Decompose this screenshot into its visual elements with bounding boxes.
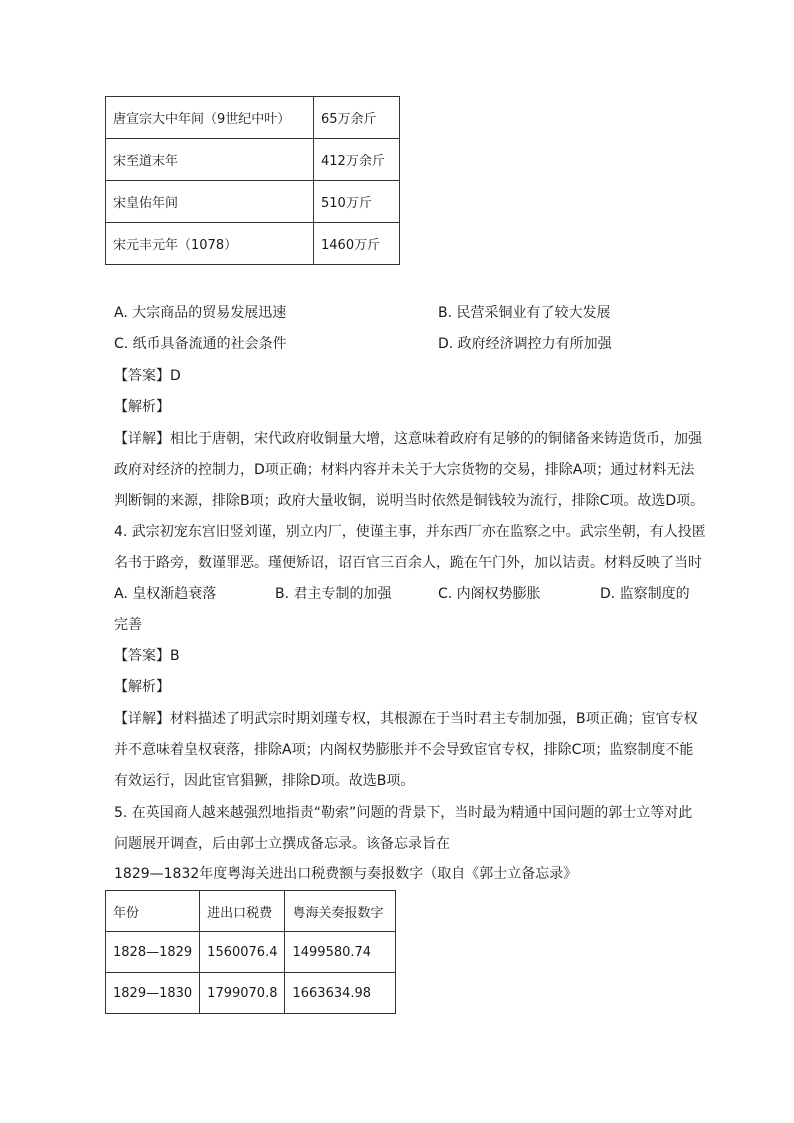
table-cell: 510万斤 (314, 181, 400, 223)
table-cell: 宋元丰元年（1078） (106, 223, 314, 265)
table-row (106, 97, 400, 139)
q3-option-a: A. 大宗商品的贸易发展迅速 (114, 305, 287, 321)
q4-option-d: D. 监察制度的 (600, 586, 690, 602)
q3-detail-line: 判断铜的来源，排除B项；政府大量收铜，说明当时依然是铜钱较为流行，排除C项。故选D项。 (114, 493, 705, 509)
q4-stem-line: 4. 武宗初宠东宫旧竖刘谨，别立内厂，使谨主事，并东西厂亦在监察之中。武宗坐朝，有人投匿 (114, 524, 706, 540)
q3-detail-line: 【详解】相比于唐朝，宋代政府收铜量大增，这意味着政府有足够的的铜储备来铸造货币，加强 (114, 431, 702, 447)
q3-option-c: C. 纸币具备流通的社会条件 (114, 336, 287, 352)
table-cell: 1799070.8 (200, 973, 285, 1014)
q4-answer: 【答案】B (114, 648, 180, 664)
q4-option-b: B. 君主专制的加强 (275, 586, 392, 602)
table-header-row (106, 891, 396, 932)
customs-table (105, 890, 396, 1014)
table-cell: 1663634.98 (285, 973, 396, 1014)
q4-detail-line: 有效运行，因此宦官猖獗，排除D项。故选B项。 (114, 773, 415, 789)
q4-option-a: A. 皇权渐趋衰落 (114, 586, 217, 602)
table-row (106, 932, 396, 973)
table-header-cell: 年份 (106, 891, 200, 932)
q4-stem-line: 名书于路旁，数谨罪恶。瑾便矫诏，诏百官三百余人，跪在午门外，加以诘责。材料反映了当时 (114, 555, 702, 571)
table-cell: 65万余斤 (314, 97, 400, 139)
table-cell: 1829—1830 (106, 973, 200, 1014)
table-row (106, 181, 400, 223)
q4-option-d-wrap: 完善 (114, 617, 142, 633)
q3-option-b: B. 民营采铜业有了较大发展 (438, 305, 611, 321)
table-cell: 宋至道末年 (106, 139, 314, 181)
table-cell: 1499580.74 (285, 932, 396, 973)
q4-option-c: C. 内阁权势膨胀 (438, 586, 541, 602)
table-row (106, 973, 396, 1014)
table-cell: 1828—1829 (106, 932, 200, 973)
q5-stem-line: 5. 在英国商人越来越强烈地指责“勒索”问题的背景下，当时最为精通中国问题的郭士立等对此 (114, 805, 693, 821)
table-row (106, 139, 400, 181)
q3-answer: 【答案】D (114, 368, 181, 384)
table-cell: 1560076.4 (200, 932, 285, 973)
table-header-cell: 进出口税费 (200, 891, 285, 932)
q3-analysis-label: 【解析】 (114, 399, 170, 415)
q4-detail-line: 并不意味着皇权衰落，排除A项；内阁权势膨胀并不会导致宦官专权，排除C项；监察制度不能 (114, 742, 694, 758)
table-cell: 唐宣宗大中年间（9世纪中叶） (106, 97, 314, 139)
table-row (106, 223, 400, 265)
q4-detail-line: 【详解】材料描述了明武宗时期刘瑾专权，其根源在于当时君主专制加强，B项正确；宦官专权 (114, 711, 698, 727)
q5-table-caption: 1829—1832年度粤海关进出口税费额与奏报数字（取自《郭士立备忘录》 (114, 866, 578, 882)
copper-table (105, 96, 400, 265)
table-header-cell: 粤海关奏报数字 (285, 891, 396, 932)
table-cell: 1460万斤 (314, 223, 400, 265)
q3-detail-line: 政府对经济的控制力，D项正确；材料内容并未关于大宗货物的交易，排除A项；通过材料无法 (114, 462, 695, 478)
q3-option-d: D. 政府经济调控力有所加强 (438, 336, 612, 352)
q4-analysis-label: 【解析】 (114, 679, 170, 695)
q5-stem-line: 问题展开调查，后由郭士立撰成备忘录。该备忘录旨在 (114, 836, 450, 852)
table-cell: 宋皇佑年间 (106, 181, 314, 223)
table-cell: 412万余斤 (314, 139, 400, 181)
